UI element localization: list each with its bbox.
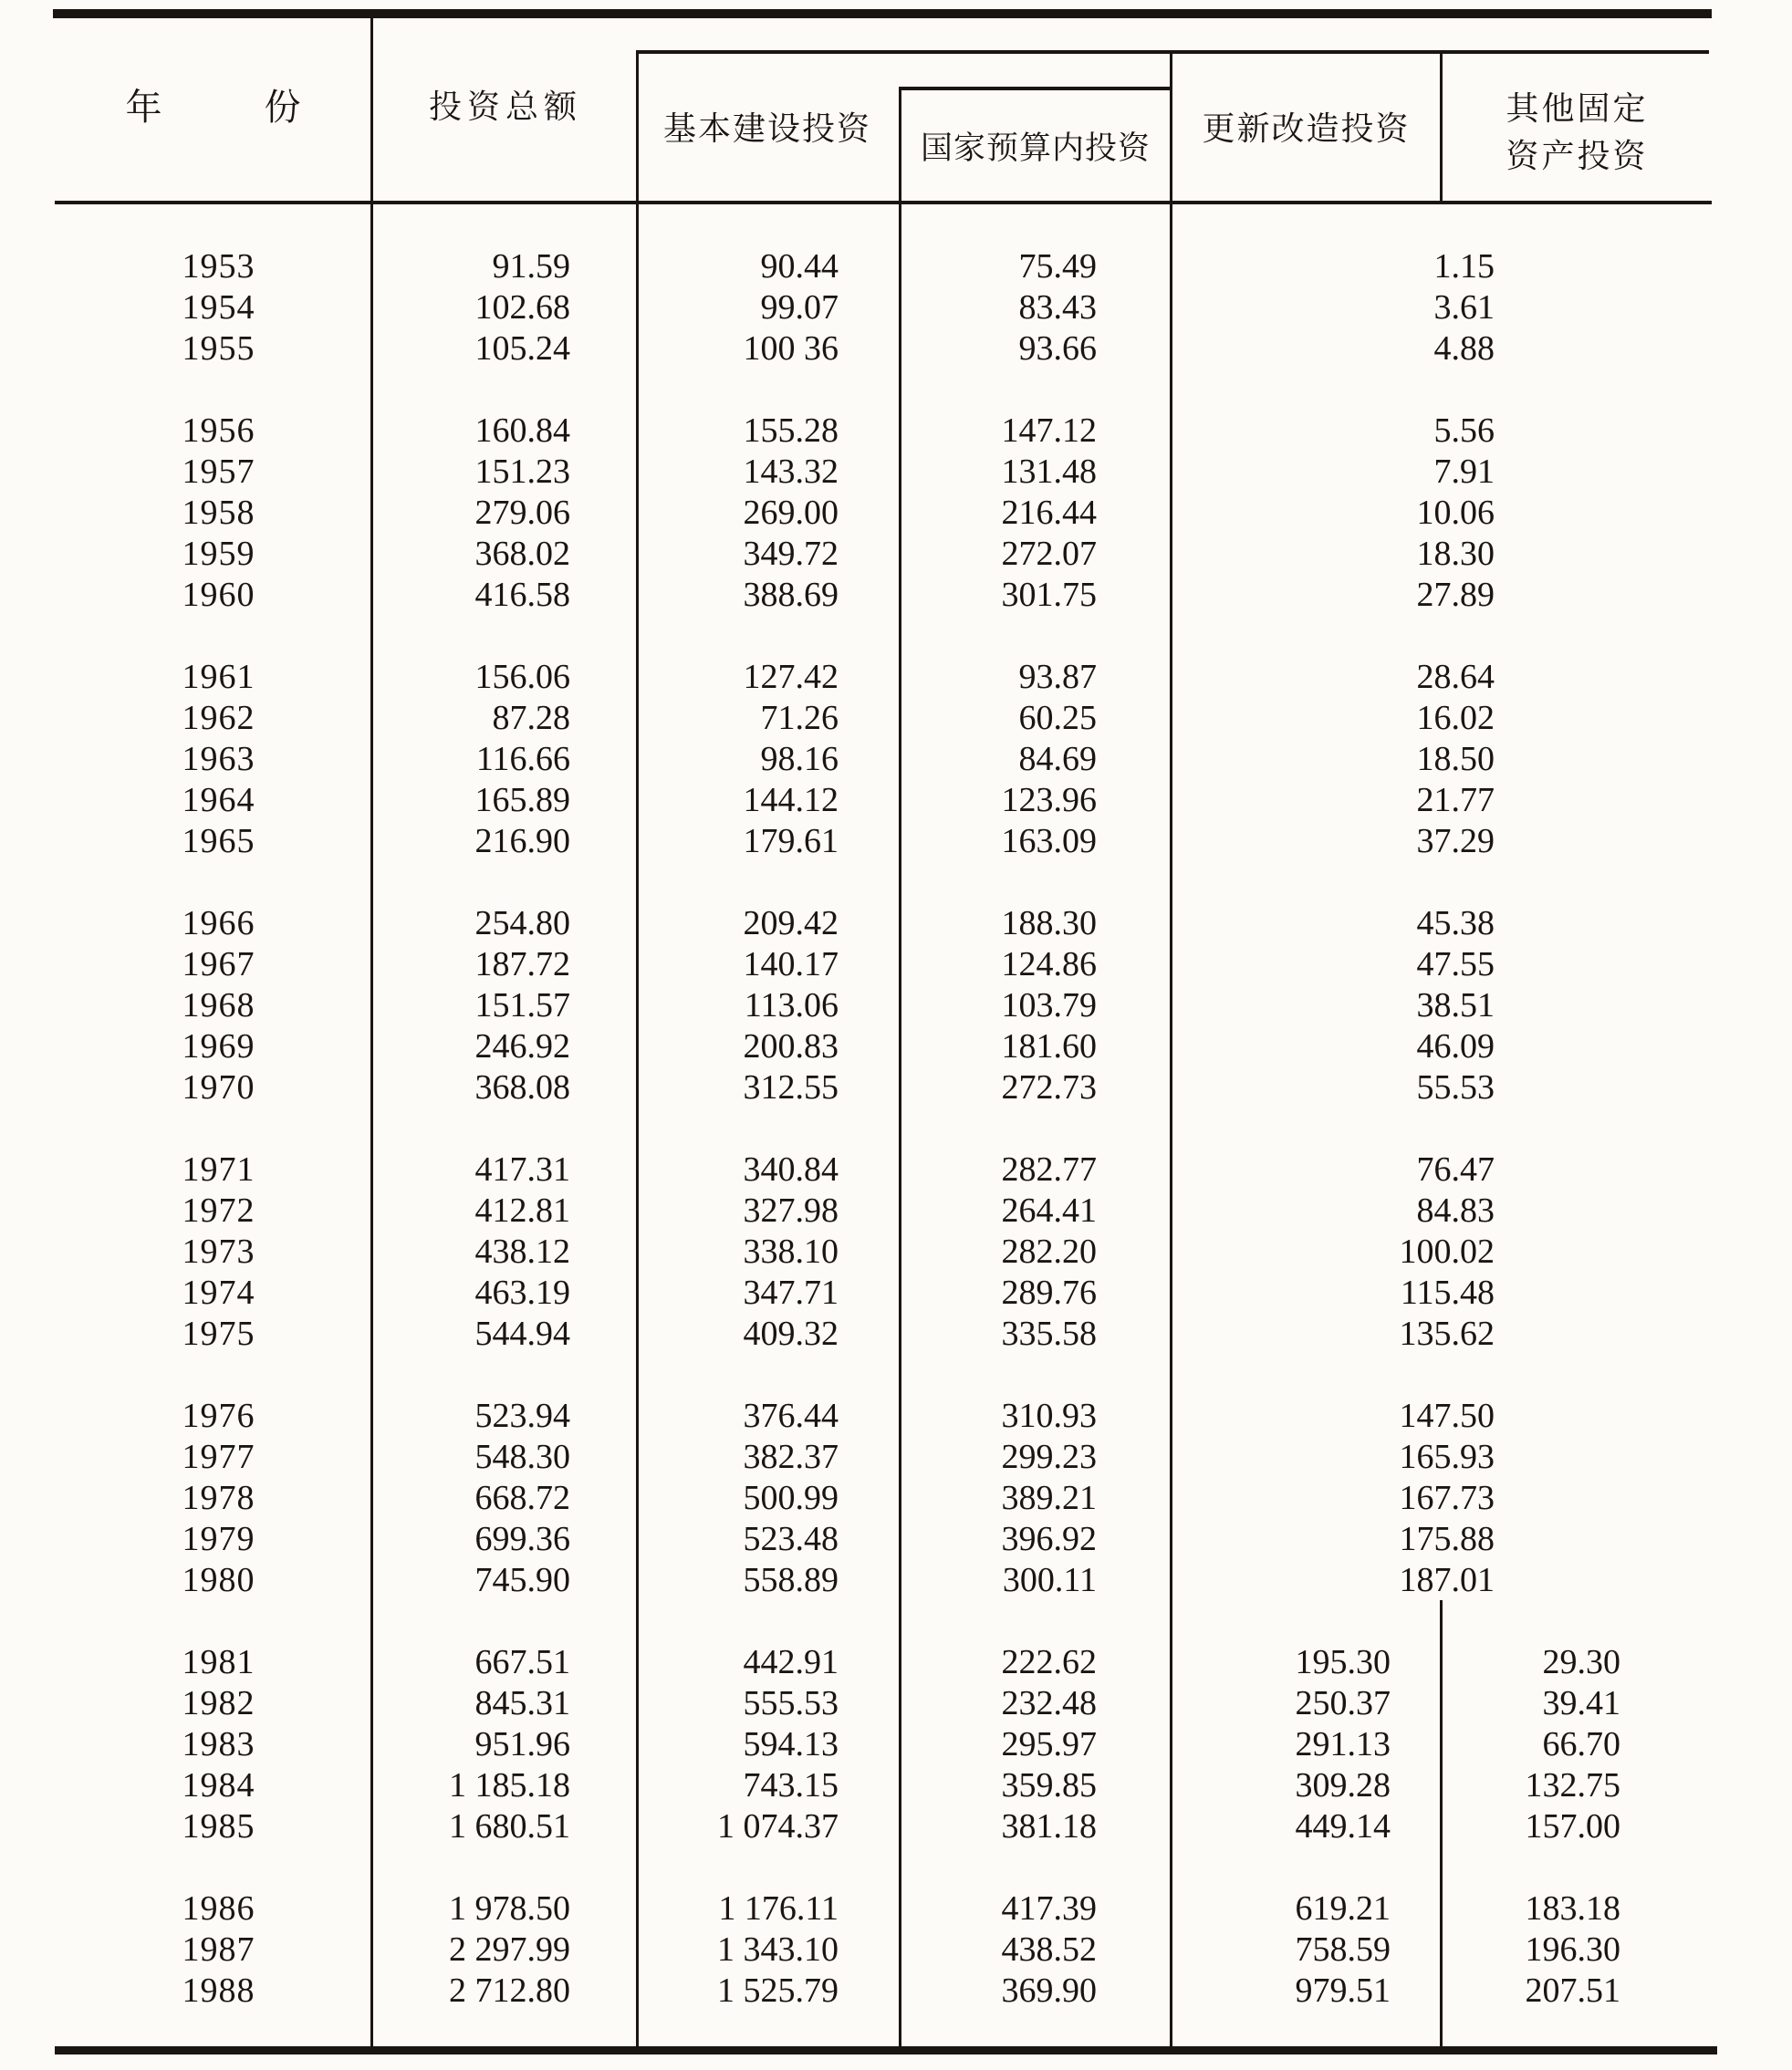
state-budget-cell: 147.12 [1001,411,1097,450]
basic-construction-cell: 743.15 [743,1766,839,1805]
renovation-other-merged-cell: 7.91 [1433,452,1495,491]
state-budget-cell: 124.86 [1001,945,1097,983]
basic-construction-cell: 388.69 [743,576,839,614]
other-fixed-assets-line-1: 其他固定 [1505,90,1649,127]
state-budget-cell: 264.41 [1001,1191,1097,1230]
table-row [0,1273,1712,1314]
column-header-year [55,87,371,129]
renovation-other-merged-cell: 37.29 [1416,822,1495,860]
other-fixed-assets-cell: 196.30 [1525,1930,1620,1969]
other-fixed-assets-cell: 66.70 [1542,1725,1620,1763]
table-row [0,944,1712,985]
state-budget-cell: 188.30 [1001,904,1097,942]
state-budget-cell: 272.07 [1001,535,1097,573]
basic-construction-cell: 98.16 [760,740,839,778]
column-header-basic-construction: 基本建设投资 [662,110,871,147]
table-bottom-border [55,2046,1717,2054]
renovation-other-merged-cell: 4.88 [1433,329,1495,368]
year-group [0,1396,1712,1601]
total-investment-cell: 416.58 [474,576,570,614]
total-investment-cell: 412.81 [474,1191,570,1230]
table-row [0,1888,1712,1930]
total-investment-cell: 523.94 [474,1397,570,1435]
total-investment-cell: 160.84 [474,411,570,450]
state-budget-cell: 301.75 [1001,576,1097,614]
total-investment-cell: 116.66 [475,740,570,778]
basic-construction-cell: 71.26 [760,699,839,737]
renovation-other-merged-cell: 18.50 [1416,740,1495,778]
basic-construction-cell: 127.42 [743,658,839,696]
table-row [0,1519,1712,1560]
basic-construction-cell: 340.84 [743,1150,839,1189]
table-body [0,204,1712,2012]
basic-construction-cell: 1 176.11 [718,1889,839,1928]
year-cell: 1965 [182,822,255,860]
renovation-other-merged-cell: 18.30 [1416,535,1495,573]
total-investment-cell: 699.36 [474,1520,570,1558]
state-budget-cell: 295.97 [1001,1725,1097,1763]
total-investment-cell: 105.24 [474,329,570,368]
year-cell: 1968 [182,986,255,1025]
other-fixed-assets-cell: 207.51 [1525,1971,1620,2010]
total-investment-cell: 668.72 [474,1479,570,1517]
column-header-total-investment: 投资总额 [428,88,582,125]
table-row [0,1191,1712,1232]
renovation-other-merged-cell: 3.61 [1433,288,1495,327]
year-cell: 1983 [182,1725,255,1763]
total-investment-cell: 1 978.50 [449,1889,570,1928]
year-group [0,657,1712,862]
state-budget-cell: 232.48 [1001,1684,1097,1722]
year-cell: 1967 [182,945,255,983]
renovation-other-merged-cell: 47.55 [1416,945,1495,983]
state-budget-cell: 335.58 [1001,1315,1097,1353]
total-investment-cell: 91.59 [492,247,570,286]
year-cell: 1960 [182,576,255,614]
year-cell: 1969 [182,1027,255,1066]
basic-construction-cell: 376.44 [743,1397,839,1435]
year-cell: 1959 [182,535,255,573]
basic-construction-cell: 200.83 [743,1027,839,1066]
table-row [0,246,1712,287]
state-budget-cell: 396.92 [1001,1520,1097,1558]
basic-construction-cell: 500.99 [743,1479,839,1517]
renovation-cell: 979.51 [1295,1971,1391,2010]
basic-construction-cell: 349.72 [743,535,839,573]
table-row [0,493,1712,534]
other-fixed-assets-cell: 29.30 [1542,1643,1620,1681]
table-row [0,1478,1712,1519]
state-budget-cell: 417.39 [1001,1889,1097,1928]
renovation-other-merged-cell: 10.06 [1416,494,1495,532]
total-investment-cell: 151.57 [474,986,570,1025]
basic-construction-cell: 555.53 [743,1684,839,1722]
year-cell: 1957 [182,452,255,491]
total-investment-cell: 279.06 [474,494,570,532]
year-cell: 1979 [182,1520,255,1558]
table-row [0,1560,1712,1601]
year-group [0,1149,1712,1355]
year-cell: 1988 [182,1971,255,2010]
year-cell: 1962 [182,699,255,737]
other-fixed-assets-line-2: 资产投资 [1505,138,1649,174]
renovation-other-merged-cell: 147.50 [1399,1397,1495,1435]
table-row [0,1806,1712,1847]
renovation-other-merged-cell: 28.64 [1416,658,1495,696]
renovation-other-merged-cell: 38.51 [1416,986,1495,1025]
state-budget-cell: 369.90 [1001,1971,1097,2010]
basic-construction-cell: 442.91 [743,1643,839,1681]
basic-construction-cell: 100 36 [743,329,839,368]
year-cell: 1975 [182,1315,255,1353]
total-investment-cell: 87.28 [492,699,570,737]
total-investment-cell: 246.92 [474,1027,570,1066]
state-budget-cell: 123.96 [1001,781,1097,819]
table-row [0,780,1712,821]
year-group [0,1888,1712,2012]
basic-construction-cell: 143.32 [743,452,839,491]
table-row [0,534,1712,575]
state-budget-cell: 222.62 [1001,1643,1097,1681]
year-cell: 1954 [182,288,255,327]
basic-construction-cell: 113.06 [744,986,839,1025]
state-budget-cell: 359.85 [1001,1766,1097,1805]
table-row [0,575,1712,616]
table-row [0,1971,1712,2012]
state-budget-cell: 60.25 [1018,699,1097,737]
state-budget-cell: 103.79 [1001,986,1097,1025]
state-budget-cell: 282.20 [1001,1233,1097,1271]
table-row [0,411,1712,452]
other-fixed-assets-cell: 183.18 [1525,1889,1620,1928]
basic-construction-cell: 155.28 [743,411,839,450]
renovation-other-merged-cell: 16.02 [1416,699,1495,737]
table-row [0,657,1712,698]
year-cell: 1984 [182,1766,255,1805]
other-fixed-assets-cell: 39.41 [1542,1684,1620,1722]
state-budget-cell: 181.60 [1001,1027,1097,1066]
column-header-other-fixed-assets [1443,85,1712,180]
state-budget-cell: 84.69 [1018,740,1097,778]
renovation-other-merged-cell: 46.09 [1416,1027,1495,1066]
table-row [0,1437,1712,1478]
total-investment-cell: 417.31 [474,1150,570,1189]
state-budget-cell: 131.48 [1001,452,1097,491]
table-row [0,452,1712,493]
renovation-other-merged-cell: 1.15 [1433,247,1495,286]
basic-construction-cell: 594.13 [743,1725,839,1763]
total-investment-cell: 165.89 [474,781,570,819]
total-investment-cell: 2 712.80 [449,1971,570,2010]
renovation-cell: 309.28 [1295,1766,1391,1805]
table-row [0,1642,1712,1683]
year-cell: 1972 [182,1191,255,1230]
state-budget-cell: 216.44 [1001,494,1097,532]
renovation-other-merged-cell: 167.73 [1399,1479,1495,1517]
state-budget-cell: 389.21 [1001,1479,1097,1517]
renovation-other-merged-cell: 165.93 [1399,1438,1495,1476]
table-row [0,739,1712,780]
year-cell: 1985 [182,1807,255,1846]
renovation-other-merged-cell: 27.89 [1416,576,1495,614]
basic-construction-cell: 269.00 [743,494,839,532]
basic-construction-cell: 90.44 [760,247,839,286]
table-row [0,1067,1712,1108]
total-investment-cell: 845.31 [474,1684,570,1722]
total-investment-cell: 216.90 [474,822,570,860]
year-cell: 1970 [182,1068,255,1107]
table-row [0,1930,1712,1971]
year-cell: 1964 [182,781,255,819]
renovation-other-merged-cell: 5.56 [1433,411,1495,450]
state-budget-cell: 272.73 [1001,1068,1097,1107]
state-budget-cell: 93.87 [1018,658,1097,696]
renovation-cell: 250.37 [1295,1684,1391,1722]
total-investment-cell: 544.94 [474,1315,570,1353]
basic-construction-cell: 179.61 [743,822,839,860]
year-cell: 1955 [182,329,255,368]
other-fixed-assets-cell: 132.75 [1525,1766,1620,1805]
renovation-cell: 195.30 [1295,1643,1391,1681]
basic-construction-cell: 1 074.37 [717,1807,839,1846]
year-group [0,903,1712,1108]
year-cell: 1981 [182,1643,255,1681]
state-budget-cell: 300.11 [1002,1561,1097,1599]
table-row [0,1314,1712,1355]
state-budget-cell: 381.18 [1001,1807,1097,1846]
year-header-char-1: 年 [125,87,162,128]
column-header-renovation: 更新改造投资 [1202,110,1411,147]
year-cell: 1976 [182,1397,255,1435]
renovation-other-merged-cell: 55.53 [1416,1068,1495,1107]
year-cell: 1973 [182,1233,255,1271]
total-investment-cell: 667.51 [474,1643,570,1681]
renovation-other-merged-cell: 100.02 [1399,1233,1495,1271]
basic-construction-cell: 327.98 [743,1191,839,1230]
basic-construction-cell: 209.42 [743,904,839,942]
year-cell: 1987 [182,1930,255,1969]
year-cell: 1958 [182,494,255,532]
table-row [0,1396,1712,1437]
year-cell: 1961 [182,658,255,696]
total-investment-cell: 1 185.18 [449,1766,570,1805]
table-row [0,1026,1712,1067]
year-cell: 1986 [182,1889,255,1928]
table-row [0,287,1712,328]
basic-construction-cell: 382.37 [743,1438,839,1476]
year-group [0,246,1712,369]
renovation-other-merged-cell: 175.88 [1399,1520,1495,1558]
renovation-cell: 758.59 [1295,1930,1391,1969]
renovation-other-merged-cell: 135.62 [1399,1315,1495,1353]
year-cell: 1974 [182,1274,255,1312]
total-investment-cell: 151.23 [474,452,570,491]
total-investment-cell: 951.96 [474,1725,570,1763]
state-budget-cell: 282.77 [1001,1150,1097,1189]
total-investment-cell: 463.19 [474,1274,570,1312]
year-group [0,411,1712,616]
subheader-top-rule [636,50,1709,54]
renovation-cell: 291.13 [1295,1725,1391,1763]
year-header-char-2: 份 [264,87,301,128]
total-investment-cell: 187.72 [474,945,570,983]
basic-construction-cell: 140.17 [743,945,839,983]
basic-construction-cell: 99.07 [760,288,839,327]
renovation-cell: 619.21 [1295,1889,1391,1928]
basic-construction-cell: 144.12 [743,781,839,819]
year-cell: 1963 [182,740,255,778]
renovation-cell: 449.14 [1295,1807,1391,1846]
basic-construction-cell: 409.32 [743,1315,839,1353]
table-row [0,328,1712,369]
total-investment-cell: 1 680.51 [449,1807,570,1846]
year-cell: 1980 [182,1561,255,1599]
total-investment-cell: 548.30 [474,1438,570,1476]
basic-construction-cell: 1 525.79 [717,1971,839,2010]
state-budget-cell: 289.76 [1001,1274,1097,1312]
basic-construction-cell: 558.89 [743,1561,839,1599]
state-budget-cell: 310.93 [1001,1397,1097,1435]
year-cell: 1978 [182,1479,255,1517]
state-budget-cell: 83.43 [1018,288,1097,327]
state-budget-cell: 163.09 [1001,822,1097,860]
table-row [0,698,1712,739]
table-row [0,1765,1712,1806]
table-row [0,985,1712,1026]
total-investment-cell: 254.80 [474,904,570,942]
total-investment-cell: 368.02 [474,535,570,573]
other-fixed-assets-cell: 157.00 [1525,1807,1620,1846]
renovation-other-merged-cell: 84.83 [1416,1191,1495,1230]
renovation-other-merged-cell: 187.01 [1399,1561,1495,1599]
table-row [0,1724,1712,1765]
state-budget-cell: 438.52 [1001,1930,1097,1969]
column-header-state-budget: 国家预算内投资 [920,130,1151,166]
state-budget-cell: 93.66 [1018,329,1097,368]
total-investment-cell: 2 297.99 [449,1930,570,1969]
renovation-other-merged-cell: 21.77 [1416,781,1495,819]
year-group [0,1642,1712,1847]
total-investment-cell: 745.90 [474,1561,570,1599]
state-budget-cell: 299.23 [1001,1438,1097,1476]
renovation-other-merged-cell: 45.38 [1416,904,1495,942]
basic-construction-cell: 347.71 [743,1274,839,1312]
total-investment-cell: 102.68 [474,288,570,327]
basic-construction-cell: 312.55 [743,1068,839,1107]
table-row [0,903,1712,944]
basic-construction-cell: 1 343.10 [717,1930,839,1969]
year-cell: 1953 [182,247,255,286]
table-row [0,1232,1712,1273]
year-cell: 1956 [182,411,255,450]
total-investment-cell: 156.06 [474,658,570,696]
renovation-other-merged-cell: 76.47 [1416,1150,1495,1189]
table-row [0,821,1712,862]
budget-box-top-rule [899,87,1172,90]
year-cell: 1977 [182,1438,255,1476]
table-row [0,1683,1712,1724]
year-cell: 1982 [182,1684,255,1722]
total-investment-cell: 438.12 [474,1233,570,1271]
total-investment-cell: 368.08 [474,1068,570,1107]
year-cell: 1971 [182,1150,255,1189]
basic-construction-cell: 338.10 [743,1233,839,1271]
year-cell: 1966 [182,904,255,942]
renovation-other-merged-cell: 115.48 [1400,1274,1495,1312]
table-top-border [53,9,1712,18]
state-budget-cell: 75.49 [1018,247,1097,286]
basic-construction-cell: 523.48 [743,1520,839,1558]
table-row [0,1149,1712,1191]
